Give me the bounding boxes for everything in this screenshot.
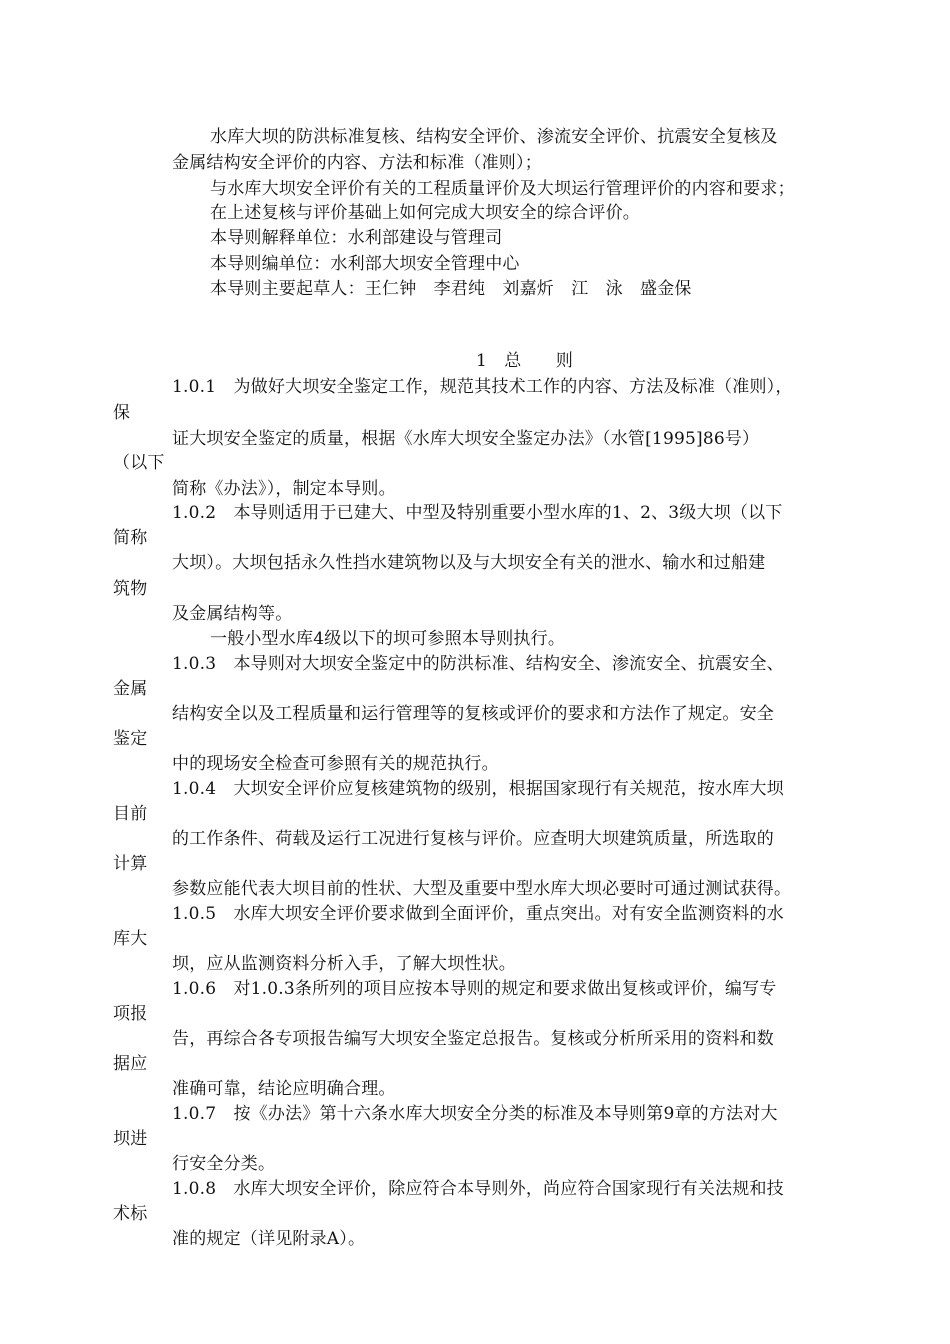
- body-line: 准的规定（详见附录A）。: [172, 1229, 366, 1249]
- intro-line: 本导则编单位：水利部大坝安全管理中心: [210, 254, 520, 274]
- body-line: 1.0.3 本导则对大坝安全鉴定中的防洪标准、结构安全、渗流安全、抗震安全、: [172, 654, 784, 674]
- body-line: 简称《办法》），制定本导则。: [172, 479, 396, 499]
- intro-line: 本导则解释单位：水利部建设与管理司: [210, 228, 503, 248]
- body-line: 结构安全以及工程质量和运行管理等的复核或评价的要求和方法作了规定。安全: [172, 704, 774, 724]
- body-line: 坝进: [113, 1129, 148, 1149]
- body-line: 筑物: [113, 579, 148, 599]
- body-line: 计算: [113, 854, 148, 874]
- body-line: 库大: [113, 929, 148, 949]
- body-line: 鉴定: [113, 729, 148, 749]
- body-line: 证大坝安全鉴定的质量，根据《水库大坝安全鉴定办法》（水管[1995]86号）: [172, 429, 760, 449]
- body-line: 1.0.5 水库大坝安全评价要求做到全面评价，重点突出。对有安全监测资料的水: [172, 904, 784, 924]
- body-line: 金属: [113, 679, 148, 699]
- body-line: 坝，应从监测资料分析入手，了解大坝性状。: [172, 954, 516, 974]
- body-line: 中的现场安全检查可参照有关的规范执行。: [172, 754, 499, 774]
- intro-line: 金属结构安全评价的内容、方法和标准（准则）；: [172, 153, 542, 173]
- body-line: 的工作条件、荷载及运行工况进行复核与评价。应查明大坝建筑质量，所选取的: [172, 829, 774, 849]
- intro-line: 在上述复核与评价基础上如何完成大坝安全的综合评价。: [210, 203, 640, 223]
- body-line: 准确可靠，结论应明确合理。: [172, 1079, 396, 1099]
- body-line: 1.0.2 本导则适用于已建大、中型及特别重要小型水库的1、2、3级大坝（以下: [172, 503, 783, 523]
- body-line: 项报: [113, 1004, 148, 1024]
- body-line: 1.0.1 为做好大坝安全鉴定工作，规范其技术工作的内容、方法及标准（准则），: [172, 377, 793, 397]
- body-line: 一般小型水库4级以下的坝可参照本导则执行。: [210, 629, 566, 649]
- body-line: 参数应能代表大坝目前的性状、大型及重要中型水库大坝必要时可通过测试获得。: [172, 879, 792, 899]
- body-line: 1.0.4 大坝安全评价应复核建筑物的级别，根据国家现行有关规范，按水库大坝: [172, 779, 784, 799]
- body-line: 行安全分类。: [172, 1154, 276, 1174]
- body-line: 1.0.8 水库大坝安全评价，除应符合本导则外，尚应符合国家现行有关法规和技: [172, 1179, 784, 1199]
- body-line: 据应: [113, 1054, 148, 1074]
- body-line: （以下: [113, 453, 165, 473]
- intro-line: 水库大坝的防洪标准复核、结构安全评价、渗流安全评价、抗震安全复核及: [210, 127, 778, 147]
- body-line: 1.0.6 对1.0.3条所列的项目应按本导则的规定和要求做出复核或评价，编写专: [172, 979, 777, 999]
- intro-line: 与水库大坝安全评价有关的工程质量评价及大坝运行管理评价的内容和要求；: [210, 179, 795, 199]
- intro-line: 本导则主要起草人：王仁钟 李君纯 刘嘉炘 江 泳 盛金保: [210, 279, 692, 299]
- body-line: 术标: [113, 1204, 148, 1224]
- body-line: 告，再综合各专项报告编写大坝安全鉴定总报告。复核或分析所采用的资料和数: [172, 1029, 774, 1049]
- body-line: 简称: [113, 528, 148, 548]
- body-line: 保: [113, 403, 131, 423]
- body-line: 及金属结构等。: [172, 604, 293, 624]
- body-line: 大坝）。大坝包括永久性挡水建筑物以及与大坝安全有关的泄水、输水和过船建: [172, 553, 766, 573]
- section-heading: 1 总 则: [476, 351, 574, 371]
- body-line: 1.0.7 按《办法》第十六条水库大坝安全分类的标准及本导则第9章的方法对大: [172, 1104, 778, 1124]
- body-line: 目前: [113, 804, 148, 824]
